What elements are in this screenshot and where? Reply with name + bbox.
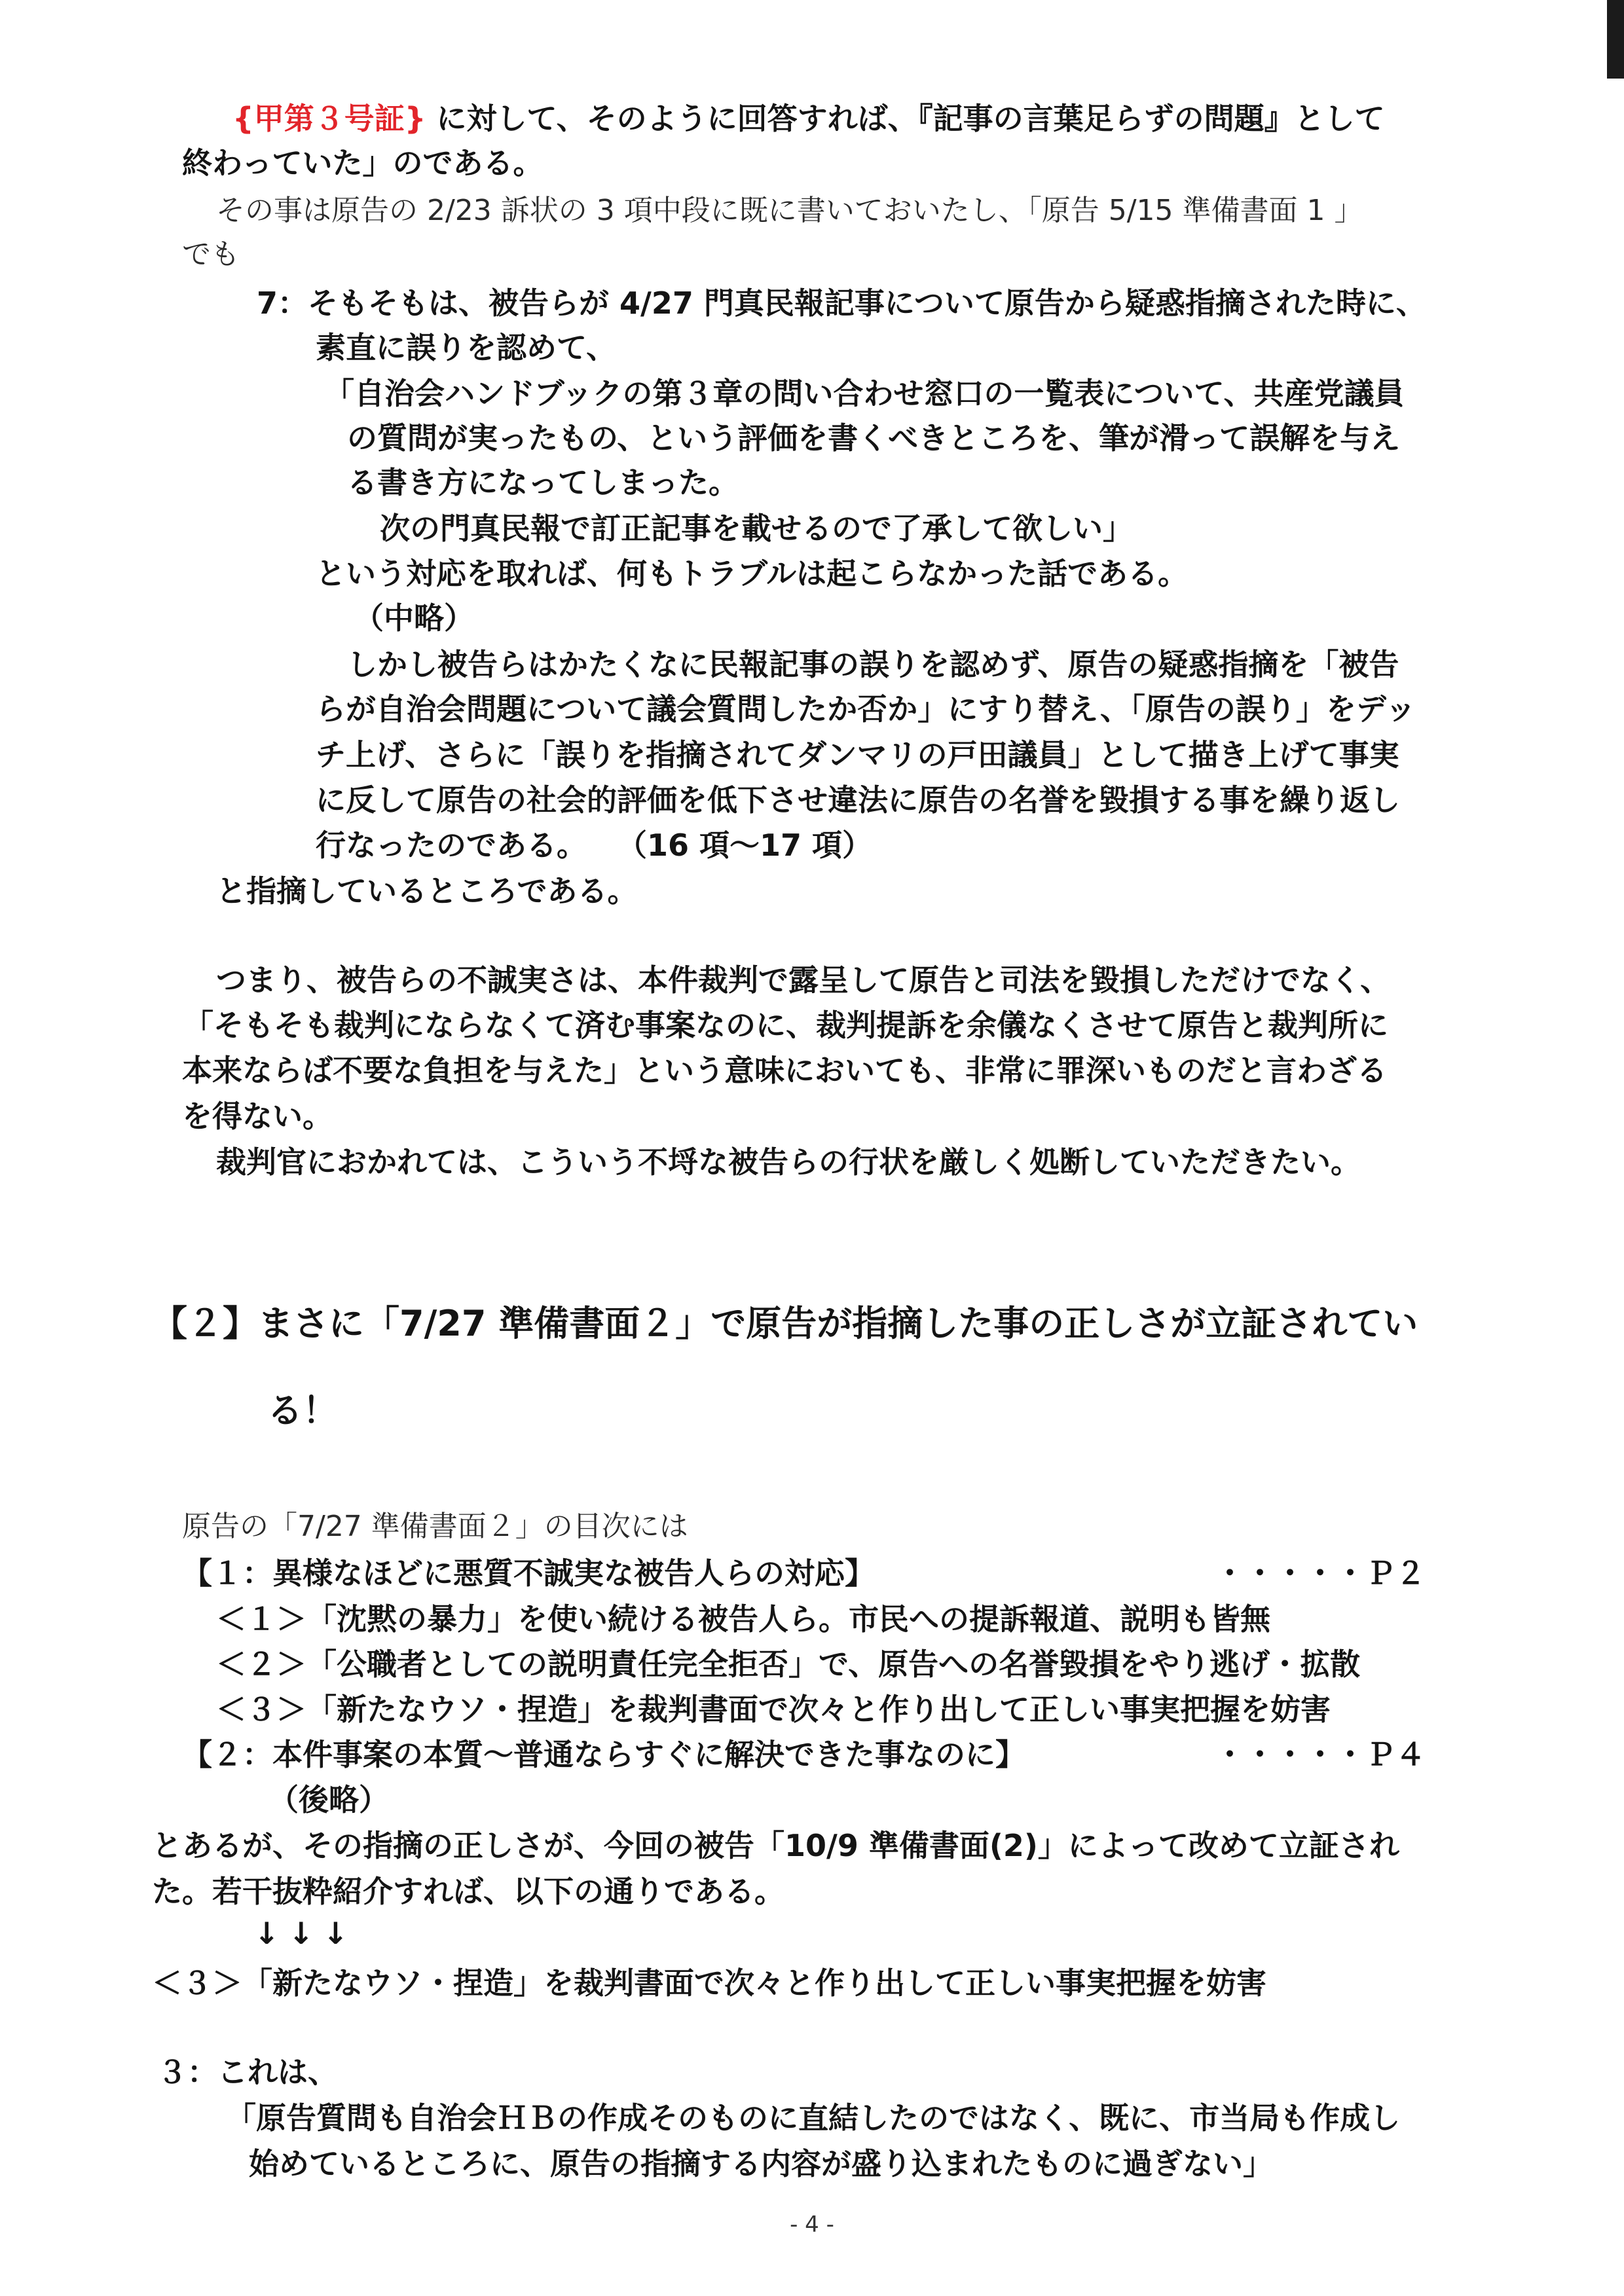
p2-line-1: その事は原告の 2/23 訴状の 3 項中段に既に書いておいたし、「原告 5/15 準備書面 1 」: [216, 194, 1363, 227]
p2-line-2: でも: [182, 238, 240, 271]
toc-omitted: （後略）: [268, 1782, 389, 1817]
page-number: - 4 -: [790, 2212, 834, 2238]
scan-edge-mark: [1607, 0, 1624, 79]
quote-line-5: る書き方になってしまった。: [347, 465, 739, 500]
p3-line-4: を得ない。: [182, 1099, 333, 1134]
quote-line-9: しかし被告らはかたくなに民報記事の誤りを認めず、原告の疑惑指摘を「被告: [347, 647, 1399, 682]
quote-line-12: に反して原告の社会的評価を低下させ違法に原告の名誉を毀損する事を繰り返し: [316, 782, 1400, 818]
exhibit-reference: {甲第３号証}: [232, 101, 426, 136]
quote-line-8: （中略）: [354, 600, 474, 636]
toc-item-1-page: ・・・・・Ｐ２: [1215, 1556, 1426, 1591]
toc-item-1-1: ＜１＞「沈黙の暴力」を使い続ける被告人ら。市民への提訴報道、説明も皆無: [216, 1601, 1270, 1637]
toc-item-1-3: ＜３＞「新たなウソ・捏造」を裁判書面で次々と作り出して正しい事実把握を妨害: [216, 1692, 1331, 1727]
quote-line-2: 素直に誤りを認めて、: [316, 330, 617, 365]
toc-intro: 原告の「7/27 準備書面２」の目次には: [182, 1510, 688, 1543]
down-arrows: ↓↓↓: [254, 1916, 358, 1951]
toc-item-1: 【１：異様なほどに悪質不誠実な被告人らの対応】: [182, 1556, 875, 1591]
toc-item-2: 【２：本件事案の本質～普通ならすぐに解決できた事なのに】: [182, 1737, 1025, 1772]
quote-line-6: 次の門真民報で訂正記事を載せるので了承して欲しい」: [380, 511, 1133, 546]
quote-line-1: 7：そもそもは、被告らが 4/27 門真民報記事について原告から疑惑指摘された時に、: [257, 285, 1426, 321]
quote-line-3: 「自治会ハンドブックの第３章の問い合わせ窓口の一覧表について、共産党議員: [324, 376, 1405, 411]
p1-line-2: 終わっていた」のである。: [182, 145, 544, 181]
toc-item-2-page: ・・・・・Ｐ４: [1215, 1737, 1426, 1772]
p1-line-1: [232, 103, 1385, 134]
quote-line-10: らが自治会問題について議会質問したか否か」にすり替え、「原告の誤り」をデッ: [316, 691, 1416, 727]
item-3-quote-line-2: 始めているところに、原告の指摘する内容が盛り込まれたものに過ぎない」: [249, 2146, 1273, 2181]
p3-line-5: 裁判官におかれては、こういう不埒な被告らの行状を厳しく処断していただきたい。: [216, 1144, 1361, 1180]
toc-item-1-2: ＜２＞「公職者としての説明責任完全拒否」で、原告への名誉毀損をやり逃げ・拡散: [216, 1647, 1361, 1682]
p3-line-3: 本来ならば不要な負担を与えた」という意味においても、非常に罪深いものだと言わざる: [182, 1053, 1387, 1088]
p3-line-1: つまり、被告らの不誠実さは、本件裁判で露呈して原告と司法を毀損しただけでなく、: [216, 962, 1391, 998]
item-3-label: ３：これは、: [157, 2054, 338, 2090]
section-heading-line-1: 【２】まさに「7/27 準備書面２」で原告が指摘した事の正しさが立証されてい: [152, 1303, 1418, 1344]
item-3-quote-line-1: 「原告質問も自治会ＨＢの作成そのものに直結したのではなく、既に、市当局も作成し: [226, 2100, 1401, 2136]
quote-line-4: の質問が実ったもの、という評価を書くべきところを、筆が滑って誤解を与え: [347, 420, 1401, 456]
quote-line-7: という対応を取れば、何もトラブルは起こらなかった話である。: [316, 556, 1189, 591]
quote-line-11: チ上げ、さらに「誤りを指摘されてダンマリの戸田議員」として描き上げて事実: [316, 737, 1399, 773]
p4-line-1: とあるが、その指摘の正しさが、今回の被告「10/9 準備書面(2)」によって改めて立証され: [152, 1828, 1399, 1863]
quote-line-13: 行なったのである。 （16 項～17 項）: [316, 828, 873, 863]
subheading-3: ＜３＞「新たなウソ・捏造」を裁判書面で次々と作り出して正しい事実把握を妨害: [152, 1965, 1266, 2001]
section-heading-line-2: る！: [267, 1390, 338, 1431]
p4-line-2: た。若干抜粋紹介すれば、以下の通りである。: [152, 1874, 784, 1909]
p3-line-2: 「そもそも裁判にならなくて済む事案なのに、裁判提訴を余儀なくさせて原告と裁判所に: [183, 1008, 1388, 1043]
p1-line-1-text: に対して、そのように回答すれば、『記事の言葉足らずの問題』として: [426, 101, 1385, 136]
quote-end: と指摘しているところである。: [216, 873, 638, 909]
